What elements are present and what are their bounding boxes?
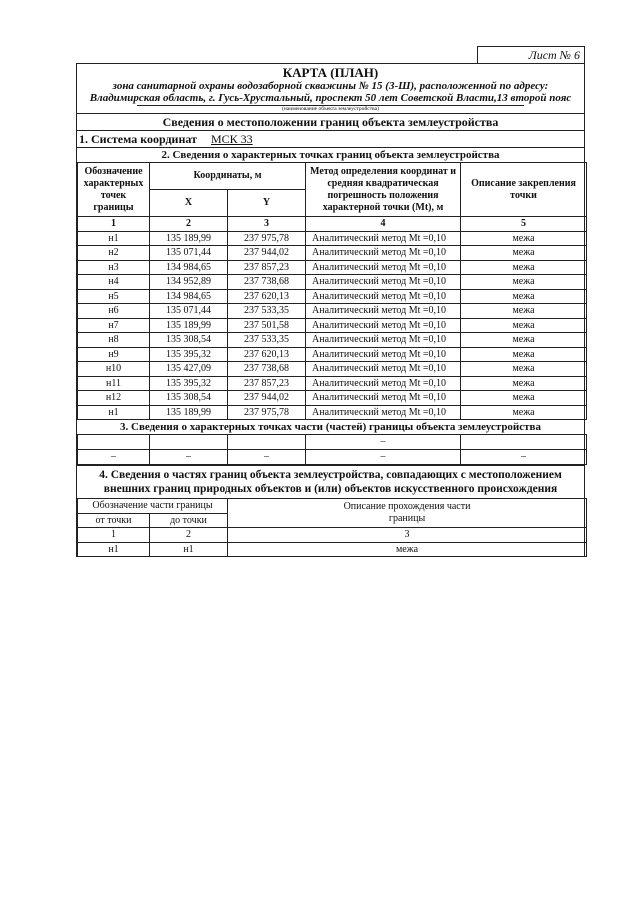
point-row bbox=[78, 362, 587, 377]
x-cell: 135 189,99 bbox=[150, 231, 228, 246]
dash-cell: – bbox=[461, 450, 587, 465]
col-route-header: Описание прохождения части границы bbox=[228, 499, 587, 528]
y-cell: 237 738,68 bbox=[228, 362, 306, 377]
method-cell: Аналитический метод Mt =0,10 bbox=[306, 289, 461, 304]
y-cell: 237 533,35 bbox=[228, 333, 306, 348]
y-cell: 237 738,68 bbox=[228, 275, 306, 290]
point-row bbox=[78, 376, 587, 391]
point-cell: н6 bbox=[78, 304, 150, 319]
sheet-number: Лист № 6 bbox=[528, 47, 580, 62]
route-desc-cell: межа bbox=[228, 542, 587, 557]
desc-cell: межа bbox=[461, 362, 587, 377]
desc-cell: межа bbox=[461, 231, 587, 246]
x-cell: 135 308,54 bbox=[150, 391, 228, 406]
col-num: 2 bbox=[150, 217, 228, 232]
col-desc-header: Описание закрепления точки bbox=[461, 163, 587, 217]
x-cell: 134 952,89 bbox=[150, 275, 228, 290]
point-cell: н8 bbox=[78, 333, 150, 348]
dash-cell: – bbox=[306, 435, 461, 450]
y-cell: 237 944,02 bbox=[228, 246, 306, 261]
col-num: 3 bbox=[228, 528, 587, 543]
method-cell: Аналитический метод Mt =0,10 bbox=[306, 376, 461, 391]
point-row bbox=[78, 333, 587, 348]
method-cell: Аналитический метод Mt =0,10 bbox=[306, 231, 461, 246]
y-cell: 237 620,13 bbox=[228, 347, 306, 362]
col-from-header: от точки bbox=[78, 513, 150, 528]
x-cell: 135 071,44 bbox=[150, 304, 228, 319]
point-row bbox=[78, 260, 587, 275]
point-cell: н7 bbox=[78, 318, 150, 333]
point-row bbox=[78, 231, 587, 246]
document-title: КАРТА (ПЛАН) bbox=[282, 65, 379, 80]
empty-cell bbox=[78, 435, 150, 450]
from-point-cell: н1 bbox=[78, 542, 150, 557]
empty-cell bbox=[461, 435, 587, 450]
method-cell: Аналитический метод Mt =0,10 bbox=[306, 391, 461, 406]
x-cell: 134 984,65 bbox=[150, 289, 228, 304]
point-cell: н10 bbox=[78, 362, 150, 377]
x-cell: 135 427,09 bbox=[150, 362, 228, 377]
x-cell: 135 308,54 bbox=[150, 333, 228, 348]
method-cell: Аналитический метод Mt =0,10 bbox=[306, 362, 461, 377]
dash-cell: – bbox=[306, 450, 461, 465]
section-2-header: 2. Сведения о характерных точках границ объекта землеустройства bbox=[77, 147, 584, 162]
dash-cell: – bbox=[228, 450, 306, 465]
col-x-header: X bbox=[150, 190, 228, 217]
section-header: Сведения о местоположении границ объекта землеустройства bbox=[77, 113, 584, 130]
x-cell: 135 071,44 bbox=[150, 246, 228, 261]
points-table-body bbox=[78, 231, 587, 420]
col-num: 3 bbox=[228, 217, 306, 232]
point-cell: н4 bbox=[78, 275, 150, 290]
col-point-header: Обозначение характерных точек границы bbox=[78, 163, 150, 217]
to-point-cell: н1 bbox=[150, 542, 228, 557]
subtitle-line-2: Владимирская область, г. Гусь-Хрустальный, проспект 50 лет Советской Власти,13 второй пояс bbox=[89, 92, 572, 104]
col-num: 1 bbox=[78, 528, 150, 543]
method-cell: Аналитический метод Mt =0,10 bbox=[306, 405, 461, 420]
boundary-parts-table bbox=[77, 498, 587, 557]
point-cell: н3 bbox=[78, 260, 150, 275]
x-cell: 134 984,65 bbox=[150, 260, 228, 275]
x-cell: 135 395,32 bbox=[150, 376, 228, 391]
col-num: 2 bbox=[150, 528, 228, 543]
y-cell: 237 975,78 bbox=[228, 405, 306, 420]
point-row bbox=[78, 246, 587, 261]
method-cell: Аналитический метод Mt =0,10 bbox=[306, 260, 461, 275]
col-y-header: Y bbox=[228, 190, 306, 217]
document-frame bbox=[76, 63, 585, 557]
point-cell: н12 bbox=[78, 391, 150, 406]
empty-cell bbox=[150, 435, 228, 450]
desc-cell: межа bbox=[461, 376, 587, 391]
desc-cell: межа bbox=[461, 391, 587, 406]
method-cell: Аналитический метод Mt =0,10 bbox=[306, 275, 461, 290]
method-cell: Аналитический метод Mt =0,10 bbox=[306, 304, 461, 319]
x-cell: 135 189,99 bbox=[150, 318, 228, 333]
point-cell: н5 bbox=[78, 289, 150, 304]
point-cell: н9 bbox=[78, 347, 150, 362]
y-cell: 237 944,02 bbox=[228, 391, 306, 406]
point-cell: н1 bbox=[78, 405, 150, 420]
desc-cell: межа bbox=[461, 260, 587, 275]
col-part-header: Обозначение части границы bbox=[78, 499, 228, 514]
method-cell: Аналитический метод Mt =0,10 bbox=[306, 333, 461, 348]
method-cell: Аналитический метод Mt =0,10 bbox=[306, 347, 461, 362]
desc-cell: межа bbox=[461, 304, 587, 319]
section-4-header: 4. Сведения о частях границ объекта землеустройства, совпадающих с местоположением внешних границ природных объектов и (или) объектов искусственного происхождения bbox=[77, 465, 584, 498]
coord-system-label: 1. Система координат bbox=[79, 132, 197, 146]
point-row bbox=[78, 391, 587, 406]
x-cell: 135 395,32 bbox=[150, 347, 228, 362]
desc-cell: межа bbox=[461, 275, 587, 290]
desc-cell: межа bbox=[461, 246, 587, 261]
empty-cell bbox=[228, 435, 306, 450]
point-row bbox=[78, 289, 587, 304]
parts-points-table bbox=[77, 434, 587, 465]
y-cell: 237 975,78 bbox=[228, 231, 306, 246]
col-coords-header: Координаты, м bbox=[150, 163, 306, 190]
sheet-number-box bbox=[477, 46, 585, 64]
y-cell: 237 857,23 bbox=[228, 376, 306, 391]
desc-cell: межа bbox=[461, 333, 587, 348]
point-cell: н2 bbox=[78, 246, 150, 261]
col-num: 5 bbox=[461, 217, 587, 232]
point-row bbox=[78, 347, 587, 362]
section-3-header: 3. Сведения о характерных точках части (частей) границы объекта землеустройства bbox=[120, 421, 541, 433]
col-method-header: Метод определения координат и средняя квадратическая погрешность положения характерной точки (Mt), м bbox=[306, 163, 461, 217]
point-row bbox=[78, 304, 587, 319]
subtitle-line-1: зона санитарной охраны водозаборной скважины № 15 (3-Ш), расположенной по адресу: bbox=[112, 80, 549, 92]
subtitle-note: (наименование объекта землеустройства) bbox=[137, 105, 524, 113]
point-row bbox=[78, 318, 587, 333]
point-cell: н1 bbox=[78, 231, 150, 246]
point-row bbox=[78, 275, 587, 290]
y-cell: 237 857,23 bbox=[228, 260, 306, 275]
desc-cell: межа bbox=[461, 289, 587, 304]
desc-cell: межа bbox=[461, 405, 587, 420]
y-cell: 237 620,13 bbox=[228, 289, 306, 304]
x-cell: 135 189,99 bbox=[150, 405, 228, 420]
points-table bbox=[77, 162, 587, 420]
col-num: 4 bbox=[306, 217, 461, 232]
y-cell: 237 533,35 bbox=[228, 304, 306, 319]
dash-cell: – bbox=[78, 450, 150, 465]
coord-system-row bbox=[77, 130, 584, 147]
desc-cell: межа bbox=[461, 318, 587, 333]
dash-cell: – bbox=[150, 450, 228, 465]
col-to-header: до точки bbox=[150, 513, 228, 528]
point-row bbox=[78, 405, 587, 420]
point-cell: н11 bbox=[78, 376, 150, 391]
coord-system-value: МСК 33 bbox=[210, 132, 253, 146]
method-cell: Аналитический метод Mt =0,10 bbox=[306, 318, 461, 333]
desc-cell: межа bbox=[461, 347, 587, 362]
method-cell: Аналитический метод Mt =0,10 bbox=[306, 246, 461, 261]
y-cell: 237 501,58 bbox=[228, 318, 306, 333]
col-num: 1 bbox=[78, 217, 150, 232]
